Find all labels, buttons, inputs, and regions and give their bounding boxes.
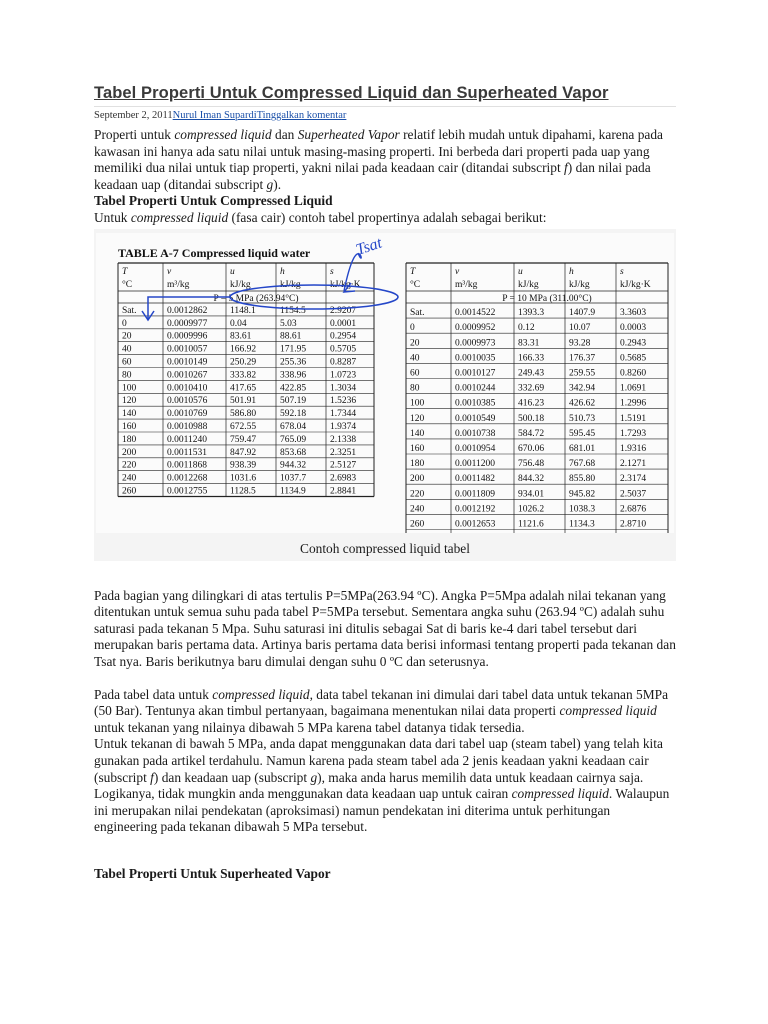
- left-cell: 1.7344: [330, 408, 357, 419]
- left-cell: 1.3034: [330, 382, 357, 393]
- comment-link[interactable]: Tinggalkan komentar: [256, 110, 347, 121]
- tsat-annotation: Tsat: [353, 234, 385, 259]
- left-cell: 0.0011240: [167, 434, 208, 445]
- right-cell: Sat.: [410, 307, 425, 318]
- left-cell: 255.36: [280, 357, 307, 368]
- left-cell: 80: [122, 369, 132, 380]
- right-cell: 1393.3: [518, 307, 545, 318]
- left-cell: 678.04: [280, 421, 307, 432]
- left-header-sym: T: [122, 266, 128, 277]
- left-header-sym: s: [330, 266, 334, 277]
- left-cell: 2.5127: [330, 460, 357, 471]
- left-header-sym: v: [167, 266, 172, 277]
- left-cell: 0: [122, 318, 127, 329]
- heading-compressed-liquid: Tabel Properti Untuk Compressed Liquid: [94, 193, 333, 209]
- right-cell: 1.5191: [620, 413, 647, 424]
- right-cell: 2.3174: [620, 473, 647, 484]
- left-table-title: TABLE A-7 Compressed liquid water: [118, 245, 311, 260]
- right-cell: 500.18: [518, 413, 545, 424]
- right-cell: 1.0691: [620, 383, 647, 394]
- left-cell: 0.0001: [330, 318, 357, 329]
- left-cell: 1154.5: [280, 305, 306, 316]
- right-cell: 1134.3: [569, 519, 595, 530]
- left-cell: 0.0010410: [167, 382, 208, 393]
- right-cell: 180: [410, 458, 425, 469]
- right-cell: 20: [410, 337, 420, 348]
- right-header-unit: kJ/kg: [518, 279, 539, 290]
- right-cell: 1407.9: [569, 307, 596, 318]
- left-header-sym: h: [280, 266, 285, 277]
- left-cell: 0.0010267: [167, 369, 208, 380]
- left-cell: 944.32: [280, 460, 307, 471]
- left-cell: 1128.5: [230, 486, 256, 497]
- left-cell: 166.92: [230, 344, 257, 355]
- left-cell: 0.0012862: [167, 305, 208, 316]
- right-cell: 0.0010549: [455, 413, 496, 424]
- right-cell: 2.5037: [620, 488, 647, 499]
- right-header-sym: T: [410, 266, 416, 277]
- left-cell: 0.0010988: [167, 421, 208, 432]
- right-cell: 259.55: [569, 368, 596, 379]
- right-cell: 844.32: [518, 473, 545, 484]
- right-cell: 934.01: [518, 488, 545, 499]
- left-cell: 853.68: [280, 447, 307, 458]
- left-cell: 0.5705: [330, 344, 357, 355]
- left-cell: 507.19: [280, 395, 307, 406]
- right-cell: 10.07: [569, 322, 591, 333]
- left-cell: 2.3251: [330, 447, 357, 458]
- right-cell: 2.8710: [620, 519, 647, 530]
- left-cell: 0.0009977: [167, 318, 208, 329]
- right-cell: 140: [410, 428, 425, 439]
- right-cell: 80: [410, 383, 420, 394]
- left-cell: 592.18: [280, 408, 307, 419]
- table-scan: [96, 233, 674, 533]
- left-cell: 240: [122, 473, 137, 484]
- right-header-unit: kJ/kg·K: [620, 279, 651, 290]
- right-cell: 767.68: [569, 458, 596, 469]
- left-cell: 333.82: [230, 369, 257, 380]
- right-cell: 0.8260: [620, 368, 647, 379]
- right-cell: 0.0010738: [455, 428, 496, 439]
- left-cell: 1037.7: [280, 473, 307, 484]
- paragraph-circled-explanation: Pada bagian yang dilingkari di atas tertulis P=5MPa(263.94 ºC). Angka P=5Mpa adalah nilai tekanan yang ditentukan untuk semua suhu pada tabel P=5MPa tersebut. Sementara angka suhu (263.94 ºC) adalah suhu saturasi pada tekanan 5 Mpa. Suhu saturasi ini ditulis sebagai Sat di baris ke-4 dari tabel tersebut dari merupakan baris pertama data. Artinya baris pertama data berisi informasi tentang properti pada tekanan dan Tsat nya. Baris berikutnya baru dimulai dengan suhu 0 ºC dan seterusnya.: [94, 587, 676, 669]
- right-cell: 120: [410, 413, 425, 424]
- left-cell: 501.91: [230, 395, 257, 406]
- left-header-unit: °C: [122, 279, 133, 290]
- article: [94, 84, 676, 882]
- left-cell: 5.03: [280, 318, 297, 329]
- left-cell: 1.9374: [330, 421, 357, 432]
- left-cell: 1148.1: [230, 305, 256, 316]
- left-cell: 140: [122, 408, 137, 419]
- left-cell: 60: [122, 357, 132, 368]
- right-cell: 0.0010035: [455, 352, 496, 363]
- right-cell: 0.0011200: [455, 458, 496, 469]
- right-cell: 945.82: [569, 488, 596, 499]
- paragraph-below-5mpa: Untuk tekanan di bawah 5 MPa, anda dapat menggunakan data dari tabel uap (steam tabel) yang telah kita gunakan pada artikel terdahulu. Namun karena pada steam tabel ada 2 jenis keadaan yakni keadaan cair (subscript f) dan keadaan uap (subscript g), maka anda harus memilih data untuk keadaan cairnya saja. Logikanya, tidak mungkin anda menggunakan data keadaan uap untuk cairan compressed liquid. Walaupun ini merupakan nilai pendekatan (aproksimasi) namun pendekatan ini diterima untuk perhitungan engineering pada tekanan dibawah 5 MPa tersebut.: [94, 736, 670, 835]
- right-cell: 0.0012192: [455, 503, 496, 514]
- right-cell: 416.23: [518, 398, 545, 409]
- right-cell: 510.73: [569, 413, 596, 424]
- left-cell: 938.39: [230, 460, 257, 471]
- right-cell: 426.62: [569, 398, 596, 409]
- post-meta: [94, 110, 676, 121]
- right-cell: 260: [410, 519, 425, 530]
- right-cell: 1026.2: [518, 503, 545, 514]
- author-link[interactable]: Nurul Iman Supardi: [172, 110, 257, 121]
- left-cell: 1.0723: [330, 369, 357, 380]
- left-cell: 759.47: [230, 434, 257, 445]
- left-header-unit: kJ/kg·K: [330, 279, 361, 290]
- right-cell: 342.94: [569, 383, 596, 394]
- right-cell: 584.72: [518, 428, 545, 439]
- right-cell: 1121.6: [518, 519, 544, 530]
- right-cell: 0.0009973: [455, 337, 496, 348]
- left-cell: 0.8287: [330, 357, 357, 368]
- right-header-sym: s: [620, 266, 624, 277]
- right-cell: 0.12: [518, 322, 535, 333]
- right-cell: 0.0014522: [455, 307, 496, 318]
- left-cell: 2.9207: [330, 305, 357, 316]
- left-cell: 2.8841: [330, 486, 357, 497]
- right-cell: 0.0009952: [455, 322, 496, 333]
- right-cell: 240: [410, 503, 425, 514]
- figure-caption: Contoh compressed liquid tabel: [300, 540, 470, 556]
- left-cell: 120: [122, 395, 137, 406]
- right-cell: 0: [410, 322, 415, 333]
- left-header-unit: kJ/kg: [280, 279, 301, 290]
- left-cell: 422.85: [280, 382, 307, 393]
- table-image: [96, 233, 674, 533]
- left-cell: 2.6983: [330, 473, 357, 484]
- post-date: September 2, 2011: [94, 110, 173, 121]
- left-cell: 765.09: [280, 434, 307, 445]
- right-header-unit: kJ/kg: [569, 279, 590, 290]
- left-cell: 0.0012268: [167, 473, 208, 484]
- left-header-unit: m³/kg: [167, 279, 190, 290]
- right-cell: 200: [410, 473, 425, 484]
- left-header-sym: u: [230, 266, 235, 277]
- left-cell: 171.95: [280, 344, 307, 355]
- right-cell: 0.0012653: [455, 519, 496, 530]
- right-cell: 0.2943: [620, 337, 647, 348]
- left-cell: 0.2954: [330, 331, 357, 342]
- right-cell: 0.0011809: [455, 488, 496, 499]
- right-cell: 83.31: [518, 337, 540, 348]
- left-cell: 0.0012755: [167, 486, 208, 497]
- right-cell: 756.48: [518, 458, 545, 469]
- right-cell: 0.5685: [620, 352, 647, 363]
- left-cell: 0.04: [230, 318, 247, 329]
- right-cell: 670.06: [518, 443, 545, 454]
- right-cell: 681.01: [569, 443, 596, 454]
- left-cell: 100: [122, 382, 137, 393]
- left-cell: 20: [122, 331, 132, 342]
- left-pressure-label: P = 5 MPa (263.94°C): [213, 293, 299, 304]
- right-cell: 1038.3: [569, 503, 596, 514]
- right-cell: 220: [410, 488, 425, 499]
- right-cell: 176.37: [569, 352, 596, 363]
- right-cell: 166.33: [518, 352, 545, 363]
- right-cell: 855.80: [569, 473, 596, 484]
- left-cell: 0.0011531: [167, 447, 208, 458]
- left-cell: 250.29: [230, 357, 257, 368]
- left-cell: 180: [122, 434, 137, 445]
- left-cell: 672.55: [230, 421, 257, 432]
- left-cell: 1.5236: [330, 395, 357, 406]
- right-header-sym: v: [455, 266, 460, 277]
- right-cell: 160: [410, 443, 425, 454]
- left-cell: 0.0010576: [167, 395, 208, 406]
- right-cell: 60: [410, 368, 420, 379]
- left-cell: 847.92: [230, 447, 257, 458]
- right-cell: 1.2996: [620, 398, 647, 409]
- left-cell: 2.1338: [330, 434, 357, 445]
- paragraph-compressed-data: Pada tabel data untuk compressed liquid, data tabel tekanan ini dimulai dari tabel data untuk tekanan 5MPa (50 Bar). Tentunya akan timbul pertanyaan, bagaimana menentukan nilai data properti compressed liquid untuk tekanan yang nilainya dibawah 5 MPa karena tabel datanya tidak tersedia.: [94, 686, 669, 735]
- left-cell: 0.0010149: [167, 357, 208, 368]
- right-header-unit: °C: [410, 279, 421, 290]
- right-header-sym: h: [569, 266, 574, 277]
- left-cell: 417.65: [230, 382, 257, 393]
- right-cell: 3.3603: [620, 307, 647, 318]
- right-cell: 0.0010244: [455, 383, 496, 394]
- article-title[interactable]: Tabel Properti Untuk Compressed Liquid dan Superheated Vapor: [94, 84, 676, 107]
- left-cell: 586.80: [230, 408, 257, 419]
- left-cell: 260: [122, 486, 137, 497]
- right-cell: 332.69: [518, 383, 545, 394]
- left-cell: 1134.9: [280, 486, 306, 497]
- right-cell: 595.45: [569, 428, 596, 439]
- left-cell: 88.61: [280, 331, 302, 342]
- left-cell: 160: [122, 421, 137, 432]
- left-cell: Sat.: [122, 305, 137, 316]
- left-cell: 0.0010769: [167, 408, 208, 419]
- right-header-sym: u: [518, 266, 523, 277]
- right-cell: 1.9316: [620, 443, 647, 454]
- heading-superheated-vapor: Tabel Properti Untuk Superheated Vapor: [94, 865, 331, 881]
- right-cell: 40: [410, 352, 420, 363]
- left-cell: 0.0010057: [167, 344, 208, 355]
- left-header-unit: kJ/kg: [230, 279, 251, 290]
- left-cell: 220: [122, 460, 137, 471]
- right-cell: 0.0010385: [455, 398, 496, 409]
- right-cell: 0.0010954: [455, 443, 496, 454]
- left-cell: 1031.6: [230, 473, 257, 484]
- right-cell: 2.6876: [620, 503, 647, 514]
- right-cell: 2.1271: [620, 458, 647, 469]
- right-header-unit: m³/kg: [455, 279, 478, 290]
- right-cell: 93.28: [569, 337, 591, 348]
- right-cell: 249.43: [518, 368, 545, 379]
- left-cell: 0.0009996: [167, 331, 208, 342]
- intro-paragraph: Properti untuk compressed liquid dan Superheated Vapor relatif lebih mudah untuk dipahami, karena pada kawasan ini hanya ada satu nilai untuk masing-masing properti. Ini berbeda dari properti pada uap yang memiliki dua nilai untuk tiap properti, yakni nilai pada keadaan cair (ditandai subscript f) dan nilai pada keadaan uap (ditandai subscript g).: [94, 127, 663, 192]
- right-cell: 0.0003: [620, 322, 647, 333]
- right-cell: 0.0010127: [455, 368, 496, 379]
- lead-paragraph: Untuk compressed liquid (fasa cair) contoh tabel propertinya adalah sebagai berikut:: [94, 209, 547, 225]
- right-cell: 0.0011482: [455, 473, 496, 484]
- left-cell: 200: [122, 447, 137, 458]
- right-cell: 100: [410, 398, 425, 409]
- left-cell: 40: [122, 344, 132, 355]
- table-figure: [94, 229, 676, 561]
- left-cell: 83.61: [230, 331, 252, 342]
- right-pressure-label: P = 10 MPa (311.00°C): [502, 293, 592, 304]
- right-cell: 1.7293: [620, 428, 647, 439]
- left-cell: 338.96: [280, 369, 307, 380]
- left-cell: 0.0011868: [167, 460, 208, 471]
